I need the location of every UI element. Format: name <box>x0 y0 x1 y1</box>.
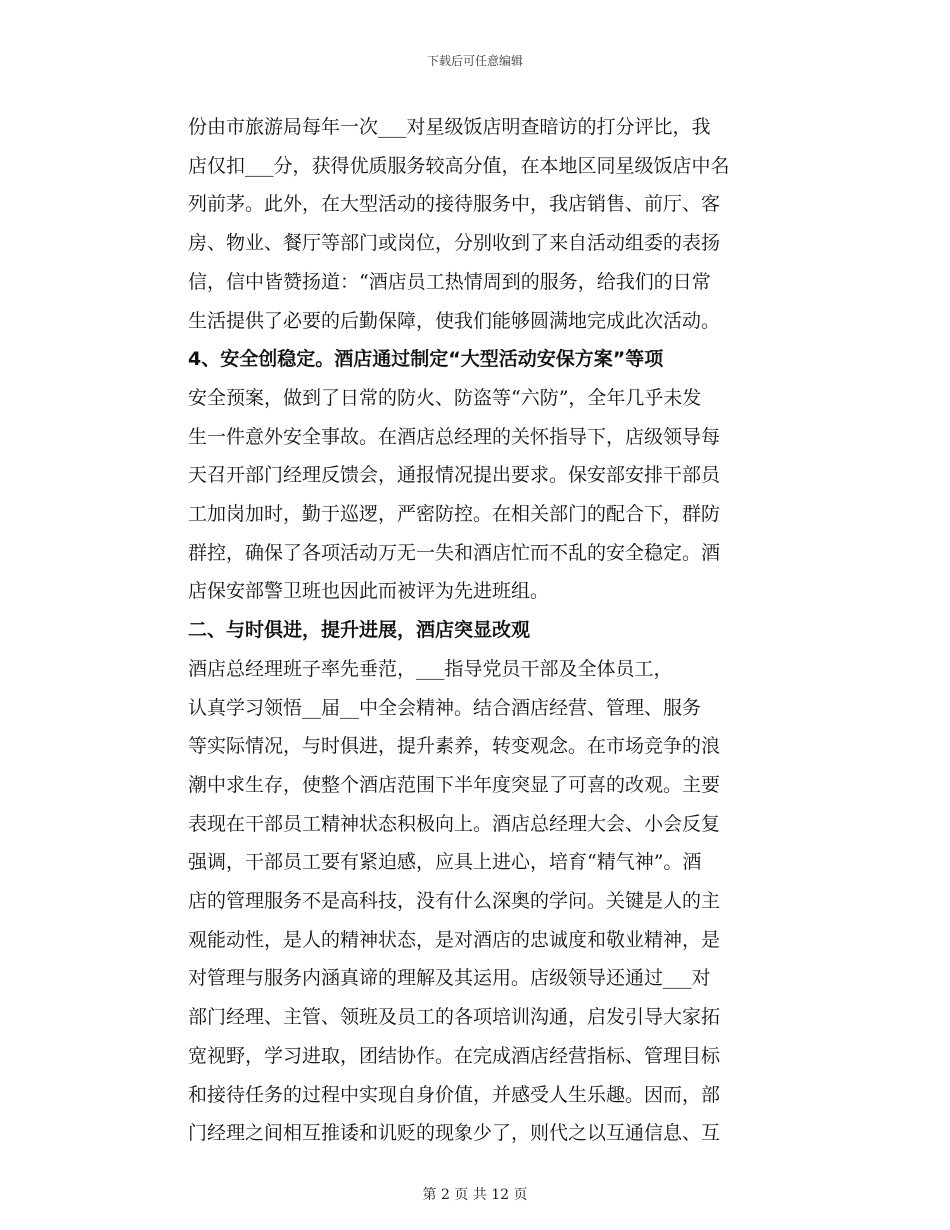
body-text-line: 酒店总经理班子率先垂范，___指导党员干部及全体员工， <box>188 657 673 680</box>
body-text-line: 门经理之间相互推诿和讥贬的现象少了，则代之以互通信息、互 <box>188 1122 721 1145</box>
body-text-line: 店的管理服务不是高科技，没有什么深奥的学问。关键是人的主 <box>188 890 721 912</box>
body-text-line: 天召开部门经理反馈会，通报情况提出要求。保安部安排干部员 <box>188 464 721 487</box>
body-text-line: 认真学习领悟__届__中全会精神。结合酒店经营、管理、服务 <box>188 696 702 719</box>
body-text-line: 工加岗加时，勤于巡逻，严密防控。在相关部门的配合下，群防 <box>188 503 721 525</box>
body-text-line: 生活提供了必要的后勤保障，使我们能够圆满地完成此次活动。 <box>188 309 721 332</box>
page-header: 下载后可任意编辑 <box>426 54 523 68</box>
body-text-line: 信，信中皆赞扬道：“酒店员工热情周到的服务，给我们的日常 <box>188 270 711 293</box>
body-text-line: 店仅扣___分，获得优质服务较高分值，在本地区同星级饭店中名 <box>188 154 730 177</box>
body-text-line: 份由市旅游局每年一次___对星级饭店明查暗访的打分评比，我 <box>188 116 711 138</box>
section-heading: 4、安全创稳定。酒店通过制定“大型活动安保方案”等项 <box>188 348 664 371</box>
body-text-line: 等实际情况，与时俱进，提升素养，转变观念。在市场竞争的浪 <box>188 735 721 758</box>
page-number-footer: 第 2 页 共 12 页 <box>422 1187 528 1203</box>
body-text-line: 房、物业、餐厅等部门或岗位，分别收到了来自活动组委的表扬 <box>188 232 721 255</box>
body-text-line: 观能动性，是人的精神状态，是对酒店的忠诚度和敬业精神，是 <box>188 928 721 951</box>
body-text-line: 店保安部警卫班也因此而被评为先进班组。 <box>188 580 550 603</box>
body-text-line: 对管理与服务内涵真谛的理解及其运用。店级领导还通过___对 <box>188 967 711 990</box>
body-text-line: 部门经理、主管、领班及员工的各项培训沟通，启发引导大家拓 <box>188 1006 721 1029</box>
body-text-line: 和接待任务的过程中实现自身价值，并感受人生乐趣。因而，部 <box>188 1083 721 1106</box>
body-text-line: 宽视野，学习进取，团结协作。在完成酒店经营指标、管理目标 <box>188 1044 721 1067</box>
body-text-line: 表现在干部员工精神状态积极向上。酒店总经理大会、小会反复 <box>188 812 721 835</box>
body-text-line: 列前茅。此外，在大型活动的接待服务中，我店销售、前厅、客 <box>188 193 721 216</box>
body-text-line: 潮中求生存，使整个酒店范围下半年度突显了可喜的改观。主要 <box>188 773 721 796</box>
section-heading: 二、与时俱进，提升进展，酒店突显改观 <box>188 619 531 642</box>
body-text-line: 强调，干部员工要有紧迫感，应具上进心，培育“精气神”。酒 <box>188 851 702 874</box>
body-text-line: 群控，确保了各项活动万无一失和酒店忙而不乱的安全稳定。酒 <box>188 541 721 564</box>
body-text-line: 生一件意外安全事故。在酒店总经理的关怀指导下，店级领导每 <box>188 425 721 448</box>
body-text-line: 安全预案，做到了日常的防火、防盗等“六防”，全年几乎未发 <box>188 386 702 409</box>
